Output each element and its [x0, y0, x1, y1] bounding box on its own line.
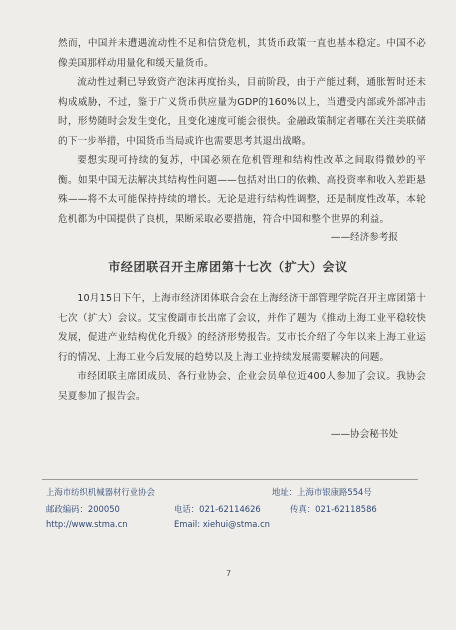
article-title: 市经团联召开主席团第十七次（扩大）会议: [108, 260, 348, 274]
paragraph-1: 然而，中国并未遭遇流动性不足和信贷危机，其货币政策一直也基本稳定。中国不必像美国那样动用量化和缓天量货币。: [58, 38, 426, 69]
article1-signature: ——经济参考报: [330, 232, 398, 243]
footer-address: 地址：上海市银康路554号: [272, 487, 372, 497]
footer-fax: 传真：021-62118586: [290, 504, 377, 514]
paragraph-5: 市经团联主席团成员、各行业协会、企业会员单位近400人参加了会议。我协会吴夏参加了报告会。: [58, 371, 426, 402]
paragraph-3: 要想实现可持续的复苏，中国必须在危机管理和结构性改革之间取得微妙的平衡。如果中国无法解决其结构性问题——包括对出口的依赖、高投资率和收入差距悬殊——将不太可能保持持续的增长。无论是进行结构性调整，还是制度性改革，本轮危机都为中国提供了良机，果断采取必要措施，符合中国和整个世界的利益。: [58, 155, 426, 225]
footer-phone: 电话：021-62114626: [174, 504, 261, 514]
footer-email-link[interactable]: Email: xiehui@stma.cn: [174, 519, 270, 529]
footer-postcode: 邮政编码：200050: [46, 504, 120, 514]
paragraph-4: 10月15日下午，上海市经济团体联合会在上海经济干部管理学院召开主席团第十七次（扩大）会议。艾宝俊副市长出席了会议，并作了题为《推动上海工业平稳较快发展，促进产业结构优化升级》的经济形势报告。艾市长介绍了今年以来上海工业运行的情况、上海工业今后发展的趋势以及上海工业持续发展需要解决的问题。: [58, 293, 426, 363]
article2-signature: ——协会秘书处: [330, 429, 398, 440]
paragraph-2: 流动性过剩已导致资产泡沫再度抬头，目前阶段，由于产能过剩，通胀暂时还未构成威胁，不过，鉴于广义货币供应量为GDP的160%以上，当遭受内部或外部冲击时，形势随时会发生变化，且变化速度可能会很快。金融政策制定者哪在关注美联储的下一步举措，中国货币当局或许也需要思考其退出战略。: [58, 77, 426, 147]
footer-website-link[interactable]: http://www.stma.cn: [46, 519, 128, 529]
page-number: 7: [226, 569, 232, 578]
footer-org: 上海市纺织机械器材行业协会: [46, 487, 155, 497]
footer-divider: [42, 479, 418, 480]
